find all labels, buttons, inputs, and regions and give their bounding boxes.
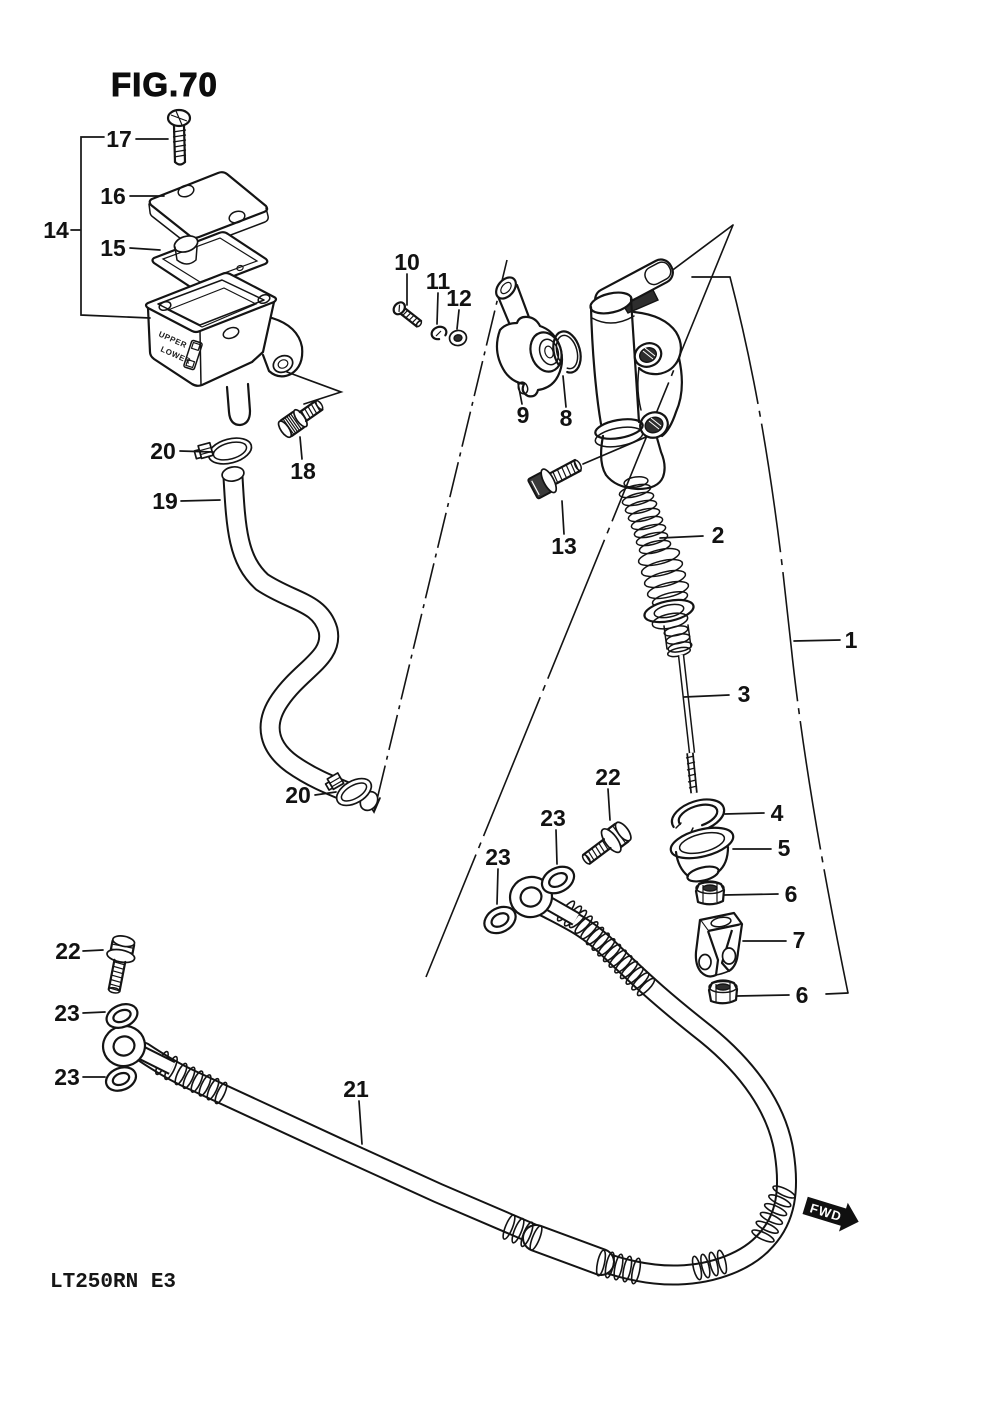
part-callout-11: 11 — [425, 268, 451, 294]
model-code: LT250RN E3 — [50, 1271, 177, 1294]
part-callout-23: 23 — [485, 844, 511, 870]
piston-spring — [618, 482, 690, 609]
part-callout-18: 18 — [290, 458, 316, 484]
piston-assembly — [642, 596, 695, 658]
reservoir-upper-marking: UPPER — [157, 329, 189, 351]
part-callout-14: 14 — [43, 217, 69, 243]
part-callout-6: 6 — [784, 881, 798, 907]
banjo-bolt-lower — [100, 934, 138, 996]
sealing-washer-3 — [103, 1000, 141, 1032]
part-callout-8: 8 — [559, 405, 573, 431]
reservoir-lower-marking: LOWER — [159, 344, 193, 366]
leader-line-23 — [497, 869, 498, 904]
leader-line-23 — [83, 1012, 105, 1013]
union-screw — [391, 300, 424, 330]
push-rod — [681, 655, 697, 793]
part-callout-4: 4 — [770, 800, 784, 826]
part-callout-7: 7 — [792, 927, 806, 953]
part-callout-23: 23 — [54, 1000, 80, 1026]
inlet-union — [492, 274, 566, 397]
leader-line-4 — [725, 813, 764, 814]
leader-line-21 — [359, 1101, 362, 1144]
locknut-lower — [709, 981, 737, 1004]
part-callout-12: 12 — [446, 285, 472, 311]
banjo-bolt-upper — [576, 817, 636, 872]
reservoir-cover-screw — [168, 110, 190, 165]
leader-line-3 — [684, 695, 729, 697]
bracket-1-bottom-stub — [826, 993, 848, 994]
clevis-joint — [696, 913, 742, 976]
leader-line-15 — [130, 248, 160, 250]
part-callout-23: 23 — [54, 1064, 80, 1090]
master-cylinder-body — [588, 256, 681, 489]
leader-line-6 — [724, 894, 778, 895]
part-callout-20: 20 — [285, 782, 311, 808]
part-callout-3: 3 — [737, 681, 751, 707]
part-callout-10: 10 — [394, 249, 420, 275]
screw-18-axis-line — [287, 372, 341, 404]
part-callout-1: 1 — [844, 627, 858, 653]
sealing-washer-4 — [103, 1063, 140, 1095]
part-callout-22: 22 — [595, 764, 621, 790]
leader-line-11 — [437, 293, 438, 324]
reservoir-mount-screw — [276, 396, 327, 440]
part-callout-6: 6 — [795, 982, 809, 1008]
plain-washer — [448, 329, 467, 347]
mount-bolt — [527, 453, 586, 501]
leader-line-19 — [181, 500, 220, 501]
lock-washer — [430, 325, 448, 341]
part-callout-21: 21 — [343, 1076, 369, 1102]
part-callout-2: 2 — [711, 522, 725, 548]
part-callout-22: 22 — [55, 938, 81, 964]
leader-line-13 — [562, 501, 564, 534]
leader-line-22 — [83, 950, 103, 951]
part-callout-15: 15 — [100, 235, 126, 261]
bracket-14-line — [81, 137, 150, 318]
leader-line-12 — [457, 310, 459, 329]
part-callout-23: 23 — [540, 805, 566, 831]
part-callout-9: 9 — [516, 402, 530, 428]
reservoir-body — [146, 273, 302, 425]
leader-line-22 — [608, 789, 610, 820]
leader-line-20 — [180, 451, 213, 452]
leader-line-1 — [794, 640, 840, 641]
part-callout-20: 20 — [150, 438, 176, 464]
leader-line-2 — [660, 536, 703, 538]
brake-hose — [99, 872, 797, 1284]
hose-axis-line — [374, 260, 507, 812]
part-callout-5: 5 — [777, 835, 791, 861]
locknut-upper — [696, 882, 724, 905]
leader-line-23 — [556, 830, 557, 864]
figure-title: FIG.70 — [111, 66, 218, 103]
part-callout-13: 13 — [551, 533, 577, 559]
part-callout-16: 16 — [100, 183, 126, 209]
fwd-badge — [801, 1191, 863, 1236]
part-callout-19: 19 — [152, 488, 178, 514]
reservoir-hose — [221, 465, 381, 814]
leader-line-8 — [563, 376, 566, 407]
leader-line-6 — [737, 995, 789, 996]
fwd-label: FWD — [808, 1200, 844, 1225]
part-callout-17: 17 — [106, 126, 132, 152]
leader-line-18 — [300, 437, 302, 459]
boot — [668, 822, 737, 884]
